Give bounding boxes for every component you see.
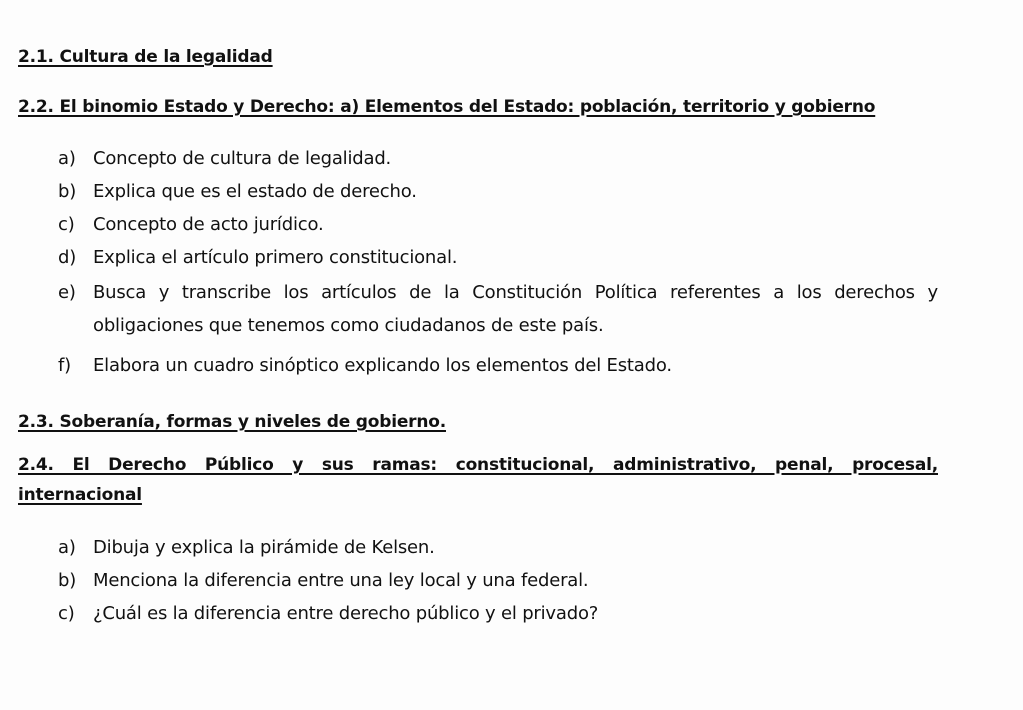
- list-item-label: b): [58, 181, 77, 202]
- list-item-text: Concepto de acto jurídico.: [93, 214, 324, 235]
- section-heading-2-1: 2.1. Cultura de la legalidad: [18, 47, 273, 67]
- section-heading-2-3: 2.3. Soberanía, formas y niveles de gobierno.: [18, 412, 446, 432]
- list-item-text: Explica el artículo primero constitucional.: [93, 247, 458, 268]
- list-item: [58, 597, 938, 630]
- list-item-text: ¿Cuál es la diferencia entre derecho público y el privado?: [93, 603, 599, 624]
- list-item-text: Menciona la diferencia entre una ley local y una federal.: [93, 570, 589, 591]
- list-item-text: Explica que es el estado de derecho.: [93, 181, 417, 202]
- section-heading-2-4: 2.4. El Derecho Público y sus ramas: constitucional, administrativo, penal, procesal, internacional: [18, 455, 938, 505]
- list-item-label: d): [58, 247, 77, 268]
- list-item-label: c): [58, 603, 75, 624]
- list-item-text: Busca y transcribe los artículos de la Constitución Política referentes a los derechos y obligaciones que tenemos como ciudadanos de este país.: [93, 282, 938, 336]
- list-item-label: e): [58, 282, 76, 303]
- list-item: [58, 241, 938, 274]
- list-item-text: Concepto de cultura de legalidad.: [93, 148, 392, 169]
- list-item: [58, 276, 938, 342]
- list-item: [58, 564, 938, 597]
- list-item: [58, 175, 938, 208]
- list-item-label: b): [58, 570, 77, 591]
- list-item-label: c): [58, 214, 75, 235]
- list-item: [58, 142, 938, 175]
- list-item: [58, 208, 938, 241]
- list-item: [58, 531, 938, 564]
- list-item-label: a): [58, 148, 76, 169]
- section-heading-2-2: 2.2. El binomio Estado y Derecho: a) Elementos del Estado: población, territorio y gobierno: [18, 97, 876, 117]
- list-item-text: Dibuja y explica la pirámide de Kelsen.: [93, 537, 435, 558]
- list-item-label: a): [58, 537, 76, 558]
- list-item-text: Elabora un cuadro sinóptico explicando los elementos del Estado.: [93, 355, 672, 376]
- list-item-label: f): [58, 355, 71, 376]
- list-item: [58, 349, 938, 382]
